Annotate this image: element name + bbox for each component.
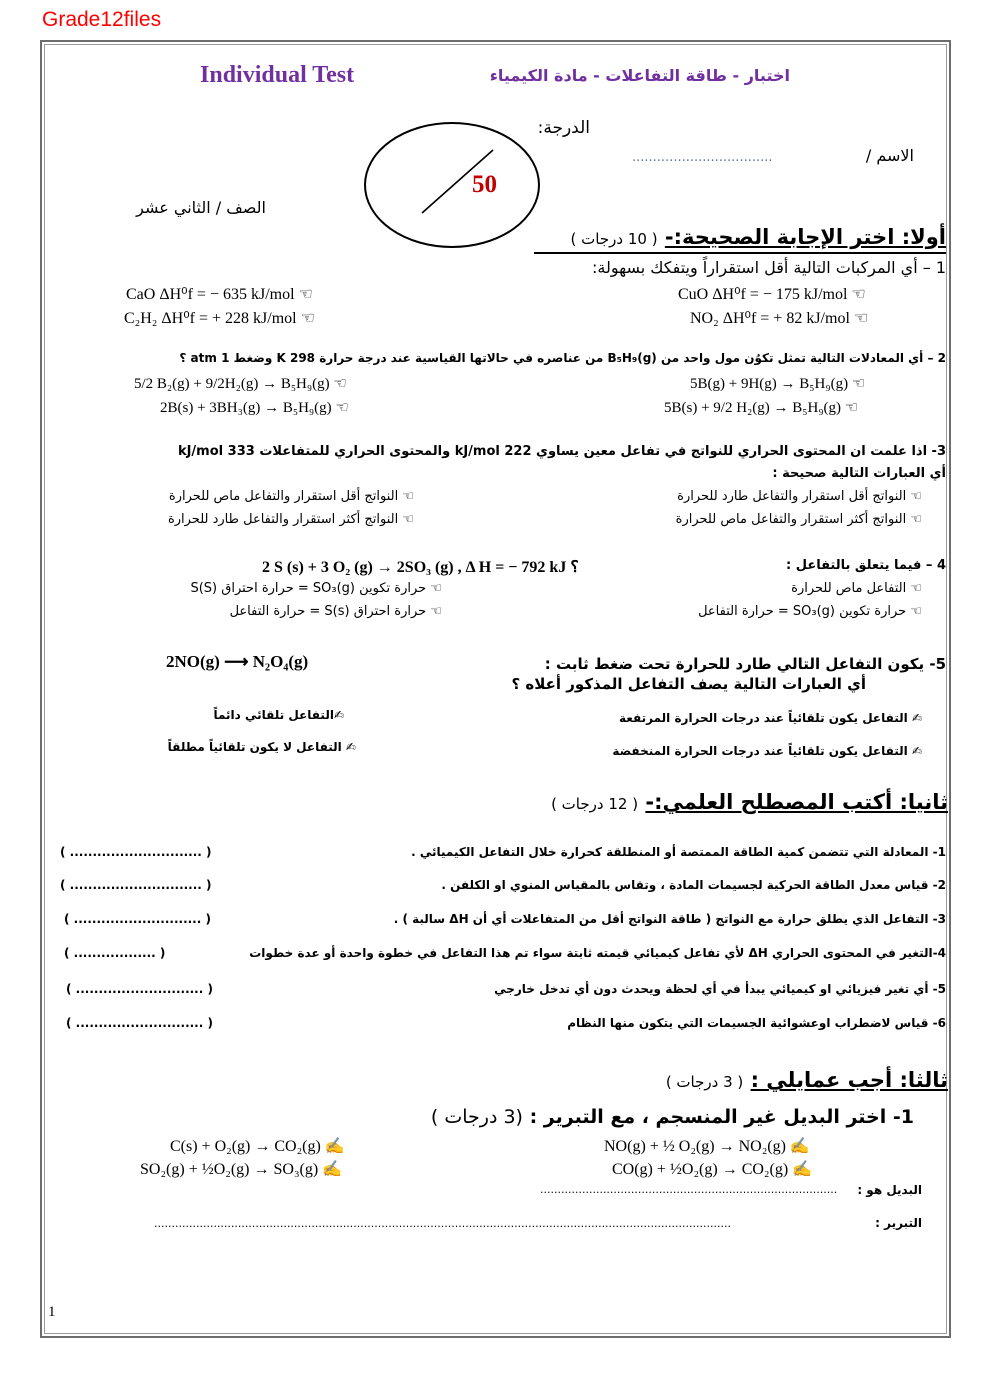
q4-option-b[interactable]: ☜ حرارة تكوين SO₃(g) = حرارة احتراق S(S): [190, 581, 442, 596]
question-4-equation: 2 S (s) + 3 O₂ (g) → 2SO₃ (g) , Δ H = − 792 kJ ؟: [262, 559, 579, 576]
q2-option-d[interactable]: 2B(s) + 3BH₃(g) → B₅H₉(g) ☜: [160, 400, 349, 416]
test-title: Individual Test: [200, 62, 355, 88]
q2-option-c[interactable]: 5B(s) + 9/2 H₂(g) → B₅H₉(g) ☜: [664, 400, 859, 416]
section3-marks: ( 3 درجات ): [665, 1073, 744, 1091]
alt-option-b[interactable]: C(s) + O₂(g) → CO₂(g) ✍: [170, 1138, 345, 1155]
reason-field[interactable]: .....................................................................................................................................................................: [154, 1217, 731, 1230]
name-label: الاسم /: [865, 146, 914, 165]
alt-option-d[interactable]: SO₂(g) + ½O₂(g) → SO₃(g) ✍: [140, 1161, 343, 1178]
section2-marks: ( 12 درجات ): [551, 795, 639, 813]
section2-header: [551, 790, 948, 814]
term-6-blank[interactable]: ( ............................ ): [66, 1016, 213, 1030]
reason-label: التبرير :: [875, 1216, 922, 1230]
q1-option-d[interactable]: C₂H₂ ΔH⁰f = + 228 kJ/mol ☜: [124, 310, 315, 327]
q3-option-b[interactable]: ☜ النواتج أقل استقرار والتفاعل ماص للحرارة: [168, 489, 414, 504]
section3-q1-title: 1- اختر البديل غير المنسجم ، مع التبرير :: [529, 1106, 914, 1128]
q5-option-c[interactable]: ✍ التفاعل يكون تلقائياً عند درجات الحرارة المنخفضة: [612, 744, 922, 758]
q1-option-c[interactable]: NO₂ ΔH⁰f = + 82 kJ/mol ☜: [690, 310, 869, 327]
alt-option-a[interactable]: NO(g) + ½ O₂(g) → NO₂(g) ✍: [604, 1138, 810, 1155]
question-5-prompt: أي العبارات التالية يصف التفاعل المذكور أعلاه ؟: [511, 675, 866, 693]
q4-option-c[interactable]: ☜ حرارة تكوين SO₃(g) = حرارة التفاعل: [698, 604, 922, 619]
question-1: 1 – أي المركبات التالية أقل استقراراً ويتفكك بسهولة:: [592, 258, 946, 277]
question-3: 3- اذا علمت ان المحتوى الحراري للنواتج في تفاعل معين يساوي 222 kJ/mol والمحتوى الحراري للمتفاعلات 333 kJ/mol: [177, 444, 946, 459]
test-title-ar: اختبار - طاقة التفاعلات - مادة الكيمياء: [489, 66, 790, 85]
term-1-text: 1- المعادلة التي تتضمن كمية الطاقة الممتصة أو المنطلقة كحرارة خلال التفاعل الكيميائي .: [411, 845, 946, 859]
term-3-blank[interactable]: ( ............................ ): [64, 912, 211, 926]
section1-title: أولا: اختر الإجابة الصحيحة:-: [664, 225, 946, 249]
score-circle: [362, 120, 542, 250]
section3-header: [666, 1068, 948, 1092]
q3-option-d[interactable]: ☜ النواتج أكثر استقرار والتفاعل طارد للحرارة: [167, 512, 414, 527]
q4-option-a[interactable]: ☜ التفاعل ماص للحرارة: [791, 581, 922, 596]
question-2: 2 – أي المعادلات التالية تمثل تكوُن مول واحد من B₅H₉(g) من عناصره في حالاتها القياسية عند درجة حرارة 298 K وضغط 1 atm ؟: [179, 351, 946, 365]
section1-underline: [534, 252, 946, 254]
q3-option-a[interactable]: ☜ النواتج أقل استقرار والتفاعل طارد للحرارة: [677, 489, 922, 504]
section3-title: ثالثا: أجب عمايلي :: [750, 1068, 948, 1092]
q3-option-c[interactable]: ☜ النواتج أكثر استقرار والتفاعل ماص للحرارة: [675, 512, 922, 527]
alt-option-c[interactable]: CO(g) + ½O₂(g) → CO₂(g) ✍: [612, 1161, 813, 1178]
term-6-text: 6- قياس لاضطراب اوعشوائية الجسيمات التي يتكون منها النظام: [567, 1016, 946, 1030]
brand-label: Grade12files: [42, 8, 162, 31]
term-1-blank[interactable]: ( ............................. ): [60, 845, 212, 859]
q4-option-d[interactable]: ☜ حرارة احتراق S(s) = حرارة التفاعل: [229, 604, 442, 619]
term-4-text: 4-التغير في المحتوى الحراري ΔH لأي تفاعل كيميائي قيمته ثابتة سواء تم هذا التفاعل في خطوة واحدة أو عدة خطوات: [249, 946, 946, 960]
term-2-text: 2- قياس معدل الطاقة الحركية لجسيمات المادة ، وتقاس بالمقياس المنوي او الكلفن .: [441, 878, 946, 892]
q5-option-b[interactable]: ✍التفاعل تلقائي دائماً: [213, 708, 344, 722]
grade-label: الدرجة:: [537, 118, 590, 138]
term-5-text: 5- أي تغير فيزيائي او كيميائي يبدأ في أي لحظة ويحدث دون أي تدخل خارجي: [494, 982, 946, 996]
section1-header: [571, 225, 946, 249]
term-5-blank[interactable]: ( ............................ ): [66, 982, 213, 996]
term-3-text: 3- التفاعل الذي يطلق حرارة مع النواتج ( طاقة النواتج أقل من المتفاعلات أي أن ΔH سالبة ) .: [393, 912, 946, 926]
total-score: 50: [472, 171, 497, 198]
section3-q1: [431, 1106, 914, 1128]
answer-label: البديل هو :: [857, 1183, 922, 1197]
q1-option-a[interactable]: CuO ΔH⁰f = − 175 kJ/mol ☜: [678, 286, 866, 303]
q5-option-d[interactable]: ✍ التفاعل لا يكون تلقائياً مطلقاً: [167, 740, 356, 754]
question-5-equation: 2NO(g) ⟶ N₂O₄(g): [166, 652, 309, 671]
section3-q1-marks: (3 درجات ): [430, 1106, 523, 1128]
q2-option-b[interactable]: 5/2 B₂(g) + 9/2H₂(g) → B₅H₉(g) ☜: [134, 376, 347, 392]
term-2-blank[interactable]: ( ............................. ): [60, 878, 212, 892]
question-3-prompt: أي العبارات التالية صحيحة :: [772, 466, 946, 481]
term-4-blank[interactable]: ( .................. ): [64, 946, 166, 960]
q1-option-b[interactable]: CaO ΔH⁰f = − 635 kJ/mol ☜: [126, 286, 313, 303]
answer-field[interactable]: .....................................................................................: [540, 1183, 838, 1196]
section2-title: ثانيا: أكتب المصطلح العلمي:-: [645, 790, 948, 814]
page-number: 1: [48, 1304, 56, 1320]
class-label: الصف / الثاني عشر: [136, 198, 266, 217]
q2-option-a[interactable]: 5B(g) + 9H(g) → B₅H₉(g) ☜: [690, 376, 866, 392]
section1-marks: ( 10 درجات ): [570, 230, 658, 248]
question-5: 5- يكون التفاعل التالي طارد للحرارة تحت ضغط ثابت :: [544, 655, 946, 673]
q5-option-a[interactable]: ✍ التفاعل يكون تلقائياً عند درجات الحرارة المرتفعة: [618, 711, 922, 725]
name-field[interactable]: ..................................: [632, 150, 773, 165]
question-4: 4 – فيما يتعلق بالتفاعل :: [785, 558, 946, 573]
